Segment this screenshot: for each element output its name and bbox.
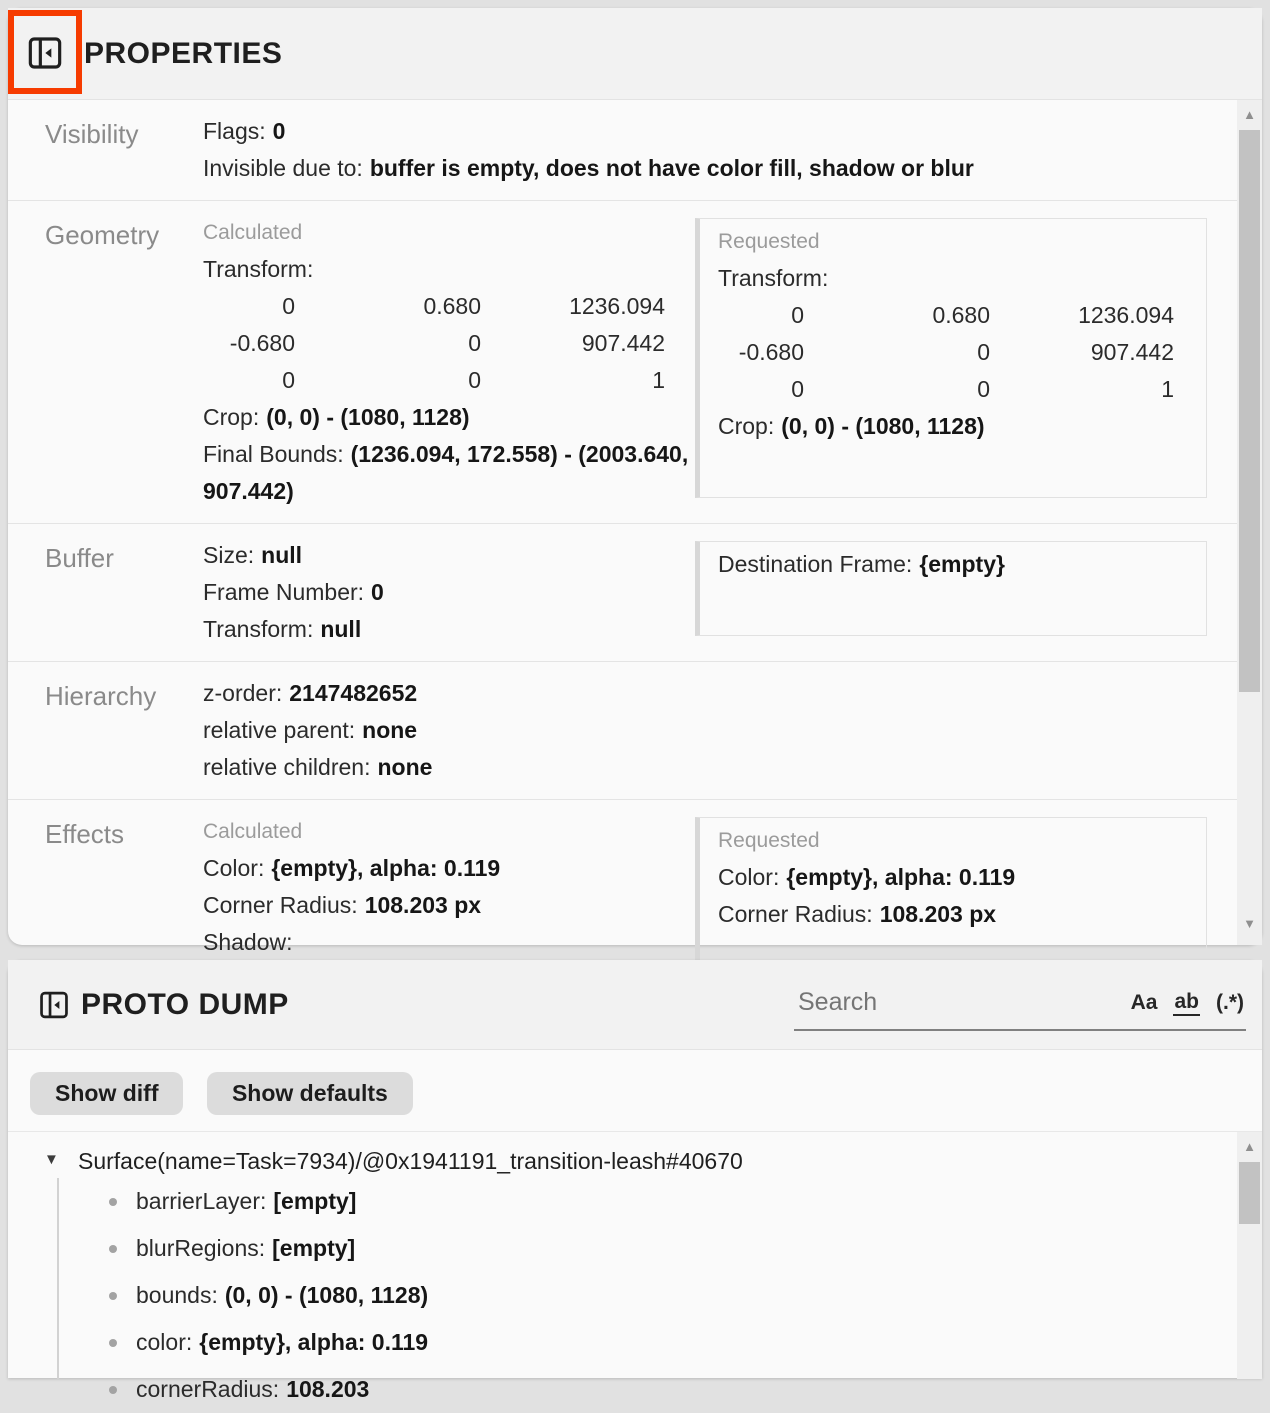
section-label: Effects: [45, 819, 125, 849]
search-placeholder: Search: [798, 988, 878, 1016]
tree-root-label: Surface(name=Task=7934)/@0x1941191_transition-leash#40670: [78, 1147, 743, 1174]
bullet-icon: [109, 1339, 117, 1347]
bullet-icon: [109, 1245, 117, 1253]
proto-dump-panel: [8, 960, 1262, 1402]
property-row-relative-parent: relative parent: none: [203, 717, 418, 743]
requested-heading: Requested: [718, 230, 820, 253]
tree-node-barrier-layer[interactable]: barrierLayer: [empty]: [8, 1178, 1262, 1225]
buffer-requested-box: [695, 541, 1207, 636]
chevron-down-icon[interactable]: ▼: [44, 1151, 59, 1168]
collapse-panel-icon: [25, 33, 65, 73]
property-row-color: Color: {empty}, alpha: 0.119: [718, 864, 1016, 890]
tree-root-node[interactable]: [8, 1144, 1262, 1178]
geometry-calculated: [203, 214, 695, 510]
section-label: Geometry: [45, 220, 160, 250]
property-row-relative-children: relative children: none: [203, 754, 433, 780]
proto-dump-tree: [8, 1131, 1262, 1402]
properties-title: PROPERTIES: [84, 36, 283, 70]
property-row-flags: Flags: 0: [203, 118, 286, 144]
property-row-frame-number: Frame Number: 0: [203, 579, 384, 605]
properties-scrollbar[interactable]: [1237, 100, 1262, 945]
property-row-corner-radius: Corner Radius: 108.203 px: [203, 892, 482, 918]
requested-heading: Requested: [718, 829, 820, 852]
scrollbar-thumb[interactable]: [1239, 130, 1260, 692]
scroll-up-arrow-icon[interactable]: ▲: [1243, 1139, 1256, 1154]
properties-header: [8, 8, 1262, 100]
transform-matrix: 0 0.680 1236.094 -0.680 0 907.442 0 0 1: [738, 302, 1174, 402]
calculated-heading: Calculated: [203, 221, 303, 244]
whole-word-button[interactable]: ab: [1173, 990, 1200, 1016]
tree-node-bounds[interactable]: bounds: (0, 0) - (1080, 1128): [8, 1272, 1262, 1319]
property-row-crop: Crop: (0, 0) - (1080, 1128): [203, 404, 470, 430]
collapse-panel-icon: [37, 988, 71, 1022]
section-hierarchy: [8, 661, 1237, 799]
bullet-icon: [109, 1198, 117, 1206]
property-row-color: Color: {empty}, alpha: 0.119: [203, 855, 501, 881]
section-label: Visibility: [45, 119, 139, 149]
property-row-z-order: z-order: 2147482652: [203, 680, 418, 706]
collapse-panel-button[interactable]: [35, 986, 73, 1024]
scroll-up-arrow-icon[interactable]: ▲: [1243, 107, 1256, 122]
property-row-destination-frame: Destination Frame: {empty}: [718, 551, 1005, 577]
property-row-corner-radius: Corner Radius: 108.203 px: [718, 901, 997, 927]
bullet-icon: [109, 1386, 117, 1394]
property-row-clipped: Shadow:: [203, 929, 293, 955]
match-case-button[interactable]: Aa: [1130, 990, 1158, 1014]
scrollbar-thumb[interactable]: [1239, 1162, 1260, 1224]
scroll-down-arrow-icon[interactable]: ▼: [1243, 916, 1256, 931]
regex-button[interactable]: (.*): [1216, 990, 1244, 1014]
search-input[interactable]: [794, 984, 1246, 1031]
section-label: Buffer: [45, 543, 114, 573]
calculated-heading: Calculated: [203, 820, 303, 843]
proto-dump-scrollbar[interactable]: [1237, 1132, 1262, 1379]
properties-content: [8, 100, 1262, 955]
section-label: Hierarchy: [45, 681, 157, 711]
section-geometry: [8, 200, 1237, 523]
proto-dump-header: [8, 960, 1262, 1050]
section-buffer: [8, 523, 1237, 661]
property-row-crop: Crop: (0, 0) - (1080, 1128): [718, 413, 985, 439]
collapse-panel-button[interactable]: [8, 11, 82, 95]
section-visibility: [8, 100, 1237, 200]
properties-panel: [8, 8, 1262, 955]
tree-node-blur-regions[interactable]: blurRegions: [empty]: [8, 1225, 1262, 1272]
buffer-calculated: [203, 537, 695, 648]
show-diff-button[interactable]: Show diff: [30, 1072, 183, 1115]
transform-matrix: 0 0.680 1236.094 -0.680 0 907.442 0 0 1: [229, 293, 665, 393]
show-defaults-button[interactable]: Show defaults: [207, 1072, 413, 1115]
transform-label: Transform:: [203, 256, 314, 282]
property-row-final-bounds: Final Bounds: (1236.094, 172.558) - (2003.640, 907.442): [203, 441, 689, 504]
geometry-requested-box: [695, 218, 1207, 498]
tree-node-corner-radius[interactable]: cornerRadius: 108.203: [8, 1366, 1262, 1413]
bullet-icon: [109, 1292, 117, 1300]
tree-node-color[interactable]: color: {empty}, alpha: 0.119: [8, 1319, 1262, 1366]
property-row-invisible: Invisible due to: buffer is empty, does not have color fill, shadow or blur: [203, 155, 974, 181]
property-row-transform: Transform: null: [203, 616, 362, 642]
property-row-size: Size: null: [203, 542, 303, 568]
transform-label: Transform:: [718, 265, 829, 291]
proto-dump-title: PROTO DUMP: [81, 987, 289, 1021]
proto-dump-toolbar: [8, 1050, 1262, 1131]
